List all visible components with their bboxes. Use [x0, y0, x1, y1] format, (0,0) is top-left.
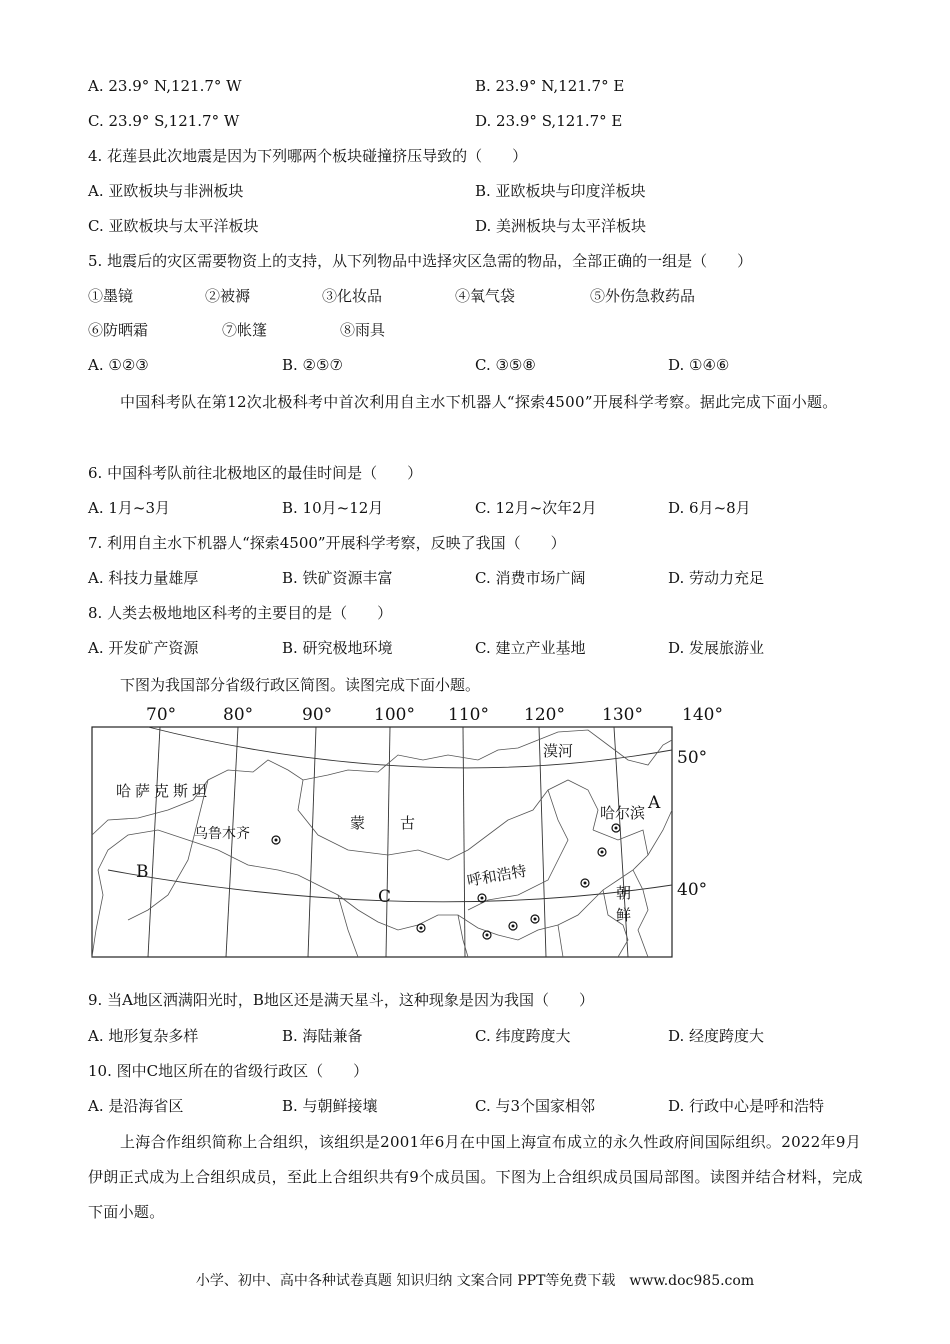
lat-label-50: 50° — [677, 748, 708, 768]
passage-sco — [88, 1125, 863, 1230]
q6-option-d: D. 6月~8月 — [668, 499, 751, 517]
q9-option-d: D. 经度跨度大 — [668, 1027, 765, 1045]
lon-label-100: 100° — [374, 705, 415, 725]
label-kazakhstan: 哈萨克斯坦 — [116, 782, 212, 800]
q8-option-b: B. 研究极地环境 — [282, 639, 393, 657]
lon-label-140: 140° — [682, 705, 723, 725]
q5-option-d: D. ①④⑥ — [668, 356, 730, 374]
page-footer: 小学、初中、高中各种试卷真题 知识归纳 文案合同 PPT等免费下载 www.doc985.com — [195, 1273, 755, 1289]
q9-option-b: B. 海陆兼备 — [282, 1027, 363, 1045]
meridians — [148, 727, 628, 957]
q9-option-a: A. 地形复杂多样 — [88, 1027, 199, 1045]
province-map — [88, 700, 723, 960]
q7-option-a: A. 科技力量雄厚 — [88, 569, 199, 587]
q3-option-b: B. 23.9° N,121.7° E — [475, 77, 625, 95]
label-point-c: C — [378, 887, 392, 907]
label-point-b: B — [136, 862, 149, 882]
city-dot-shenyang — [581, 879, 589, 887]
q5-item-8: ⑧雨具 — [340, 321, 386, 339]
q7-option-d: D. 劳动力充足 — [668, 569, 765, 587]
label-hohhot: 呼和浩特 — [465, 861, 528, 890]
lat-label-40: 40° — [677, 880, 708, 900]
q4-option-b: B. 亚欧板块与印度洋板块 — [475, 182, 646, 200]
city-dot-tianjin — [509, 922, 517, 930]
q10-option-a: A. 是沿海省区 — [88, 1097, 184, 1115]
label-mongolia-2: 古 — [400, 814, 416, 832]
passage-arctic-text: 中国科考队在第12次北极科考中首次利用自主水下机器人“探索4500”开展科学考察。据此完成下面小题。 — [120, 393, 838, 411]
q10-option-d: D. 行政中心是呼和浩特 — [668, 1097, 825, 1115]
map-frame — [92, 727, 672, 957]
lon-label-130: 130° — [602, 705, 643, 725]
q4-option-d: D. 美洲板块与太平洋板块 — [475, 217, 647, 235]
city-dot-taiyuan — [483, 931, 491, 939]
label-urumqi: 乌鲁木齐 — [194, 826, 250, 842]
city-dot-changchun — [598, 848, 606, 856]
lon-label-120: 120° — [524, 705, 565, 725]
parallels — [108, 727, 672, 902]
q10-stem: 10. 图中C地区所在的省级行政区（ ） — [88, 1062, 369, 1080]
q4-option-c: C. 亚欧板块与太平洋板块 — [88, 217, 259, 235]
label-korea-2: 鲜 — [616, 906, 632, 924]
city-dot-shijiazhuang — [417, 924, 425, 932]
q9-option-c: C. 纬度跨度大 — [475, 1027, 571, 1045]
q5-item-7: ⑦帐篷 — [222, 321, 268, 339]
q8-stem: 8. 人类去极地地区科考的主要目的是（ ） — [88, 604, 393, 622]
q3-option-d: D. 23.9° S,121.7° E — [475, 112, 623, 130]
q6-option-b: B. 10月~12月 — [282, 499, 384, 517]
q4-stem: 4. 花莲县此次地震是因为下列哪两个板块碰撞挤压导致的（ ） — [88, 147, 528, 165]
q5-item-5: ⑤外伤急救药品 — [590, 287, 696, 305]
q6-option-c: C. 12月~次年2月 — [475, 499, 597, 517]
city-dot-urumqi — [272, 836, 280, 844]
passage-sco-text: 上海合作组织简称上合组织，该组织是2001年6月在中国上海宣布成立的永久性政府间国际组织。2022年9月伊朗正式成为上合组织成员，至此上合组织共有9个成员国。下图为上合组织成员国局部图。读图并结合材料，完成下面小题。 — [88, 1133, 863, 1221]
q5-item-3: ③化妆品 — [322, 287, 383, 305]
q5-item-2: ②被褥 — [205, 287, 251, 305]
label-harbin: 哈尔滨 — [600, 804, 646, 822]
q7-stem: 7. 利用自主水下机器人“探索4500”开展科学考察，反映了我国（ ） — [88, 534, 566, 552]
q5-stem: 5. 地震后的灾区需要物资上的支持，从下列物品中选择灾区急需的物品，全部正确的一组是（ ） — [88, 252, 753, 270]
q5-item-6: ⑥防晒霜 — [88, 321, 149, 339]
q5-option-b: B. ②⑤⑦ — [282, 356, 343, 374]
q5-option-c: C. ③⑤⑧ — [475, 356, 536, 374]
q5-item-4: ④氧气袋 — [455, 287, 516, 305]
passage-map-intro: 下图为我国部分省级行政区简图。读图完成下面小题。 — [120, 676, 481, 694]
q10-option-b: B. 与朝鲜接壤 — [282, 1097, 378, 1115]
city-dot-hohhot — [478, 894, 486, 902]
q5-option-a: A. ①②③ — [88, 356, 149, 374]
q8-option-a: A. 开发矿产资源 — [88, 639, 199, 657]
lon-label-110: 110° — [448, 705, 489, 725]
q6-stem: 6. 中国科考队前往北极地区的最佳时间是（ ） — [88, 464, 423, 482]
lon-label-90: 90° — [302, 705, 333, 725]
passage-arctic — [88, 385, 863, 420]
lon-label-70: 70° — [146, 705, 177, 725]
label-korea-1: 朝 — [616, 884, 632, 902]
q7-option-b: B. 铁矿资源丰富 — [282, 569, 393, 587]
q3-option-a: A. 23.9° N,121.7° W — [88, 77, 242, 95]
q7-option-c: C. 消费市场广阔 — [475, 569, 586, 587]
q10-option-c: C. 与3个国家相邻 — [475, 1097, 596, 1115]
label-point-a: A — [648, 793, 661, 813]
q3-option-c: C. 23.9° S,121.7° W — [88, 112, 240, 130]
label-mohe: 漠河 — [543, 742, 574, 760]
city-dot-harbin — [612, 824, 620, 832]
q5-item-1: ①墨镜 — [88, 287, 134, 305]
q4-option-a: A. 亚欧板块与非洲板块 — [88, 182, 244, 200]
city-dot-beijing — [531, 915, 539, 923]
q8-option-d: D. 发展旅游业 — [668, 639, 765, 657]
boundaries — [92, 730, 672, 957]
lon-label-80: 80° — [223, 705, 254, 725]
q6-option-a: A. 1月~3月 — [88, 499, 171, 517]
q9-stem: 9. 当A地区洒满阳光时，B地区还是满天星斗，这种现象是因为我国（ ） — [88, 991, 594, 1009]
q8-option-c: C. 建立产业基地 — [475, 639, 586, 657]
label-mongolia-1: 蒙 — [350, 814, 366, 832]
